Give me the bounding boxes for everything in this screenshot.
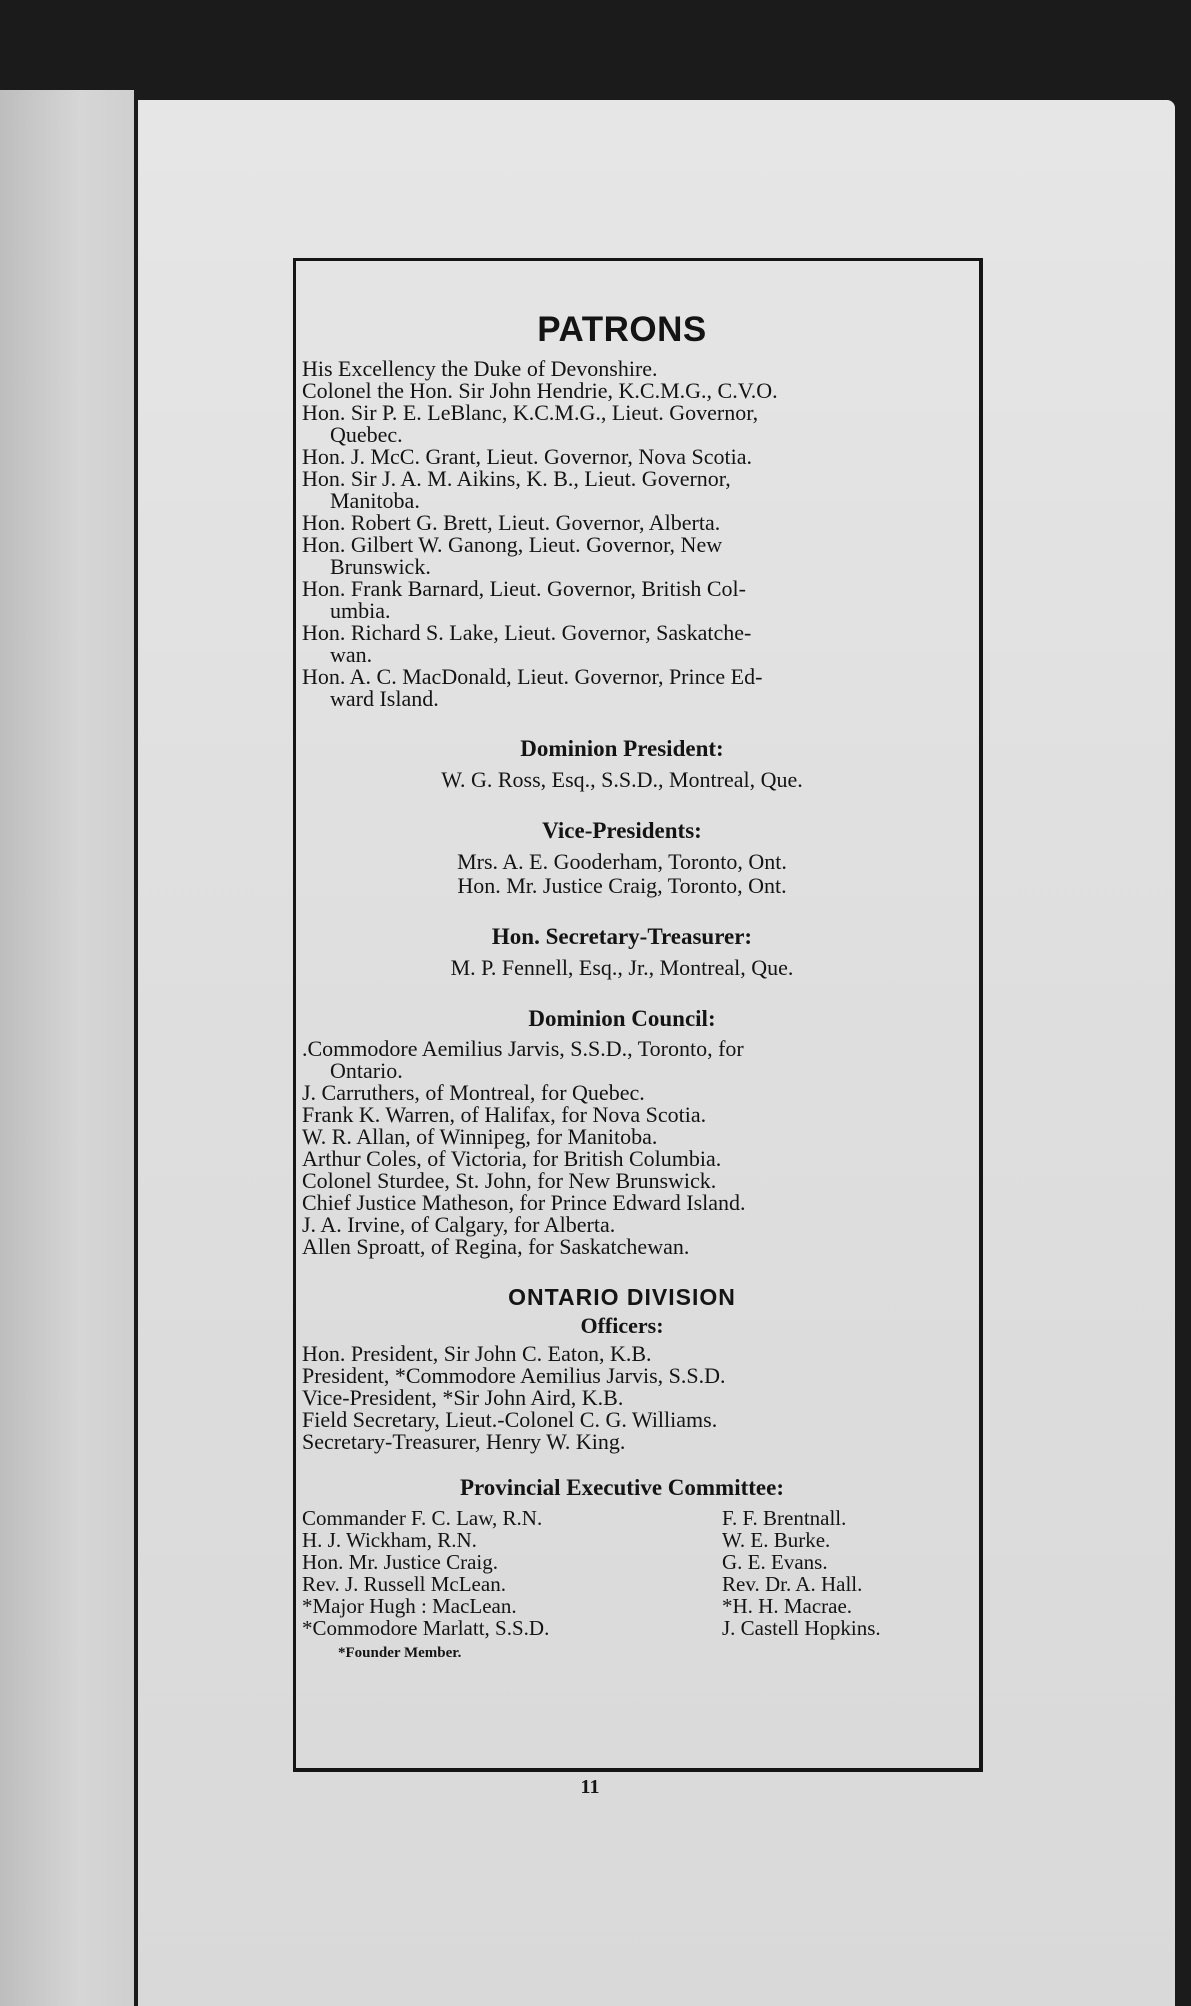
patron-entry-continuation: Quebec. — [330, 422, 403, 447]
patron-entry — [302, 446, 942, 468]
vice-presidents-list — [302, 850, 942, 898]
patron-entry-text: Hon. Sir J. A. M. Aikins, K. B., Lieut. Governor, — [302, 466, 731, 491]
officers-list — [302, 1343, 942, 1453]
committee-right-column — [722, 1507, 942, 1639]
patron-entry — [302, 512, 942, 534]
committee-left-column — [302, 1507, 549, 1639]
officer-line: President, *Commodore Aemilius Jarvis, S.S.D. — [302, 1363, 726, 1388]
council-entry — [302, 1148, 942, 1170]
footnote: *Founder Member. — [338, 1645, 462, 1661]
council-entry-text: Colonel Sturdee, St. John, for New Brunswick. — [302, 1168, 717, 1193]
facing-page-edge — [0, 90, 134, 2006]
vice-president-line: Mrs. A. E. Gooderham, Toronto, Ont. — [457, 849, 787, 874]
officer-line: Field Secretary, Lieut.-Colonel C. G. Williams. — [302, 1407, 718, 1432]
page-content — [302, 310, 942, 1662]
patron-entry — [302, 380, 942, 402]
council-entry-text: W. R. Allan, of Winnipeg, for Manitoba. — [302, 1124, 658, 1149]
patron-entry-text: Hon. Gilbert W. Ganong, Lieut. Governor, New — [302, 532, 723, 557]
committee-member: *H. H. Macrae. — [722, 1594, 853, 1618]
dominion-council-list — [302, 1038, 942, 1258]
council-entry — [302, 1082, 942, 1104]
council-entry-text: Chief Justice Matheson, for Prince Edward Island. — [302, 1190, 746, 1215]
patron-entry-text: Hon. Robert G. Brett, Lieut. Governor, Alberta. — [302, 510, 721, 535]
council-entry-text: Arthur Coles, of Victoria, for British Columbia. — [302, 1146, 722, 1171]
council-entry-continuation: Ontario. — [330, 1058, 403, 1083]
council-entry — [302, 1170, 942, 1192]
patron-entry — [302, 622, 942, 666]
patron-entry-text: Hon. A. C. MacDonald, Lieut. Governor, Prince Ed- — [302, 664, 763, 689]
committee-member: W. E. Burke. — [722, 1528, 831, 1552]
patrons-list — [302, 358, 942, 710]
patron-entry-text: Hon. J. McC. Grant, Lieut. Governor, Nova Scotia. — [302, 444, 753, 469]
council-entry — [302, 1126, 942, 1148]
patron-entry-continuation: ward Island. — [330, 686, 439, 711]
secretary-treasurer-list — [302, 956, 942, 980]
patron-entry-text: Hon. Sir P. E. LeBlanc, K.C.M.G., Lieut. Governor, — [302, 400, 759, 425]
committee-member: *Major Hugh : MacLean. — [302, 1594, 517, 1618]
patron-entry — [302, 358, 942, 380]
patron-entry — [302, 534, 942, 578]
president-line: W. G. Ross, Esq., S.S.D., Montreal, Que. — [441, 767, 803, 792]
council-entry-text: J. Carruthers, of Montreal, for Quebec. — [302, 1080, 645, 1105]
patron-entry-text: His Excellency the Duke of Devonshire. — [302, 356, 658, 381]
patron-entry — [302, 666, 942, 710]
executive-committee-heading: Provincial Executive Committee: — [459, 1475, 785, 1500]
patron-entry-continuation: wan. — [330, 642, 373, 667]
council-entry — [302, 1192, 942, 1214]
committee-member: Rev. Dr. A. Hall. — [722, 1572, 863, 1596]
council-entry — [302, 1214, 942, 1236]
officer-line: Vice-President, *Sir John Aird, K.B. — [302, 1385, 624, 1410]
committee-member: H. J. Wickham, R.N. — [302, 1528, 477, 1552]
patron-entry-continuation: Brunswick. — [330, 554, 431, 579]
council-entry-text: .Commodore Aemilius Jarvis, S.S.D., Toronto, for — [302, 1036, 744, 1061]
council-entry — [302, 1104, 942, 1126]
committee-member: G. E. Evans. — [722, 1550, 828, 1574]
patrons-heading: PATRONS — [537, 310, 707, 349]
secretary-treasurer-heading: Hon. Secretary-Treasurer: — [491, 924, 753, 949]
patron-entry-text: Colonel the Hon. Sir John Hendrie, K.C.M.G., C.V.O. — [302, 378, 778, 403]
page-number: 11 — [580, 1776, 600, 1798]
ontario-division-heading: ONTARIO DIVISION — [508, 1284, 736, 1310]
committee-member: Rev. J. Russell McLean. — [302, 1572, 506, 1596]
executive-committee — [302, 1507, 942, 1639]
patron-entry — [302, 402, 942, 446]
patron-entry-continuation: umbia. — [330, 598, 391, 623]
vice-president-line: Hon. Mr. Justice Craig, Toronto, Ont. — [457, 873, 787, 898]
patron-entry-continuation: Manitoba. — [330, 488, 420, 513]
council-entry — [302, 1038, 942, 1082]
dominion-president-list — [302, 768, 942, 792]
committee-member: Commander F. C. Law, R.N. — [302, 1506, 543, 1530]
committee-member: J. Castell Hopkins. — [722, 1616, 881, 1640]
secretary-line: M. P. Fennell, Esq., Jr., Montreal, Que. — [450, 955, 794, 980]
patron-entry-text: Hon. Richard S. Lake, Lieut. Governor, Saskatche- — [302, 620, 752, 645]
officer-line: Hon. President, Sir John C. Eaton, K.B. — [302, 1341, 652, 1366]
council-entry-text: Frank K. Warren, of Halifax, for Nova Scotia. — [302, 1102, 707, 1127]
committee-member: Hon. Mr. Justice Craig. — [302, 1550, 498, 1574]
patron-entry — [302, 468, 942, 512]
officer-line: Secretary-Treasurer, Henry W. King. — [302, 1429, 626, 1454]
dominion-president-heading: Dominion President: — [520, 736, 724, 761]
committee-member: F. F. Brentnall. — [722, 1506, 847, 1530]
dominion-council-heading: Dominion Council: — [528, 1006, 716, 1031]
officers-heading: Officers: — [580, 1313, 664, 1338]
council-entry-text: J. A. Irvine, of Calgary, for Alberta. — [302, 1212, 616, 1237]
patron-entry-text: Hon. Frank Barnard, Lieut. Governor, British Col- — [302, 576, 746, 601]
vice-presidents-heading: Vice-Presidents: — [542, 818, 702, 843]
patron-entry — [302, 578, 942, 622]
council-entry-text: Allen Sproatt, of Regina, for Saskatchewan. — [302, 1234, 690, 1259]
council-entry — [302, 1236, 942, 1258]
committee-member: *Commodore Marlatt, S.S.D. — [302, 1616, 550, 1640]
